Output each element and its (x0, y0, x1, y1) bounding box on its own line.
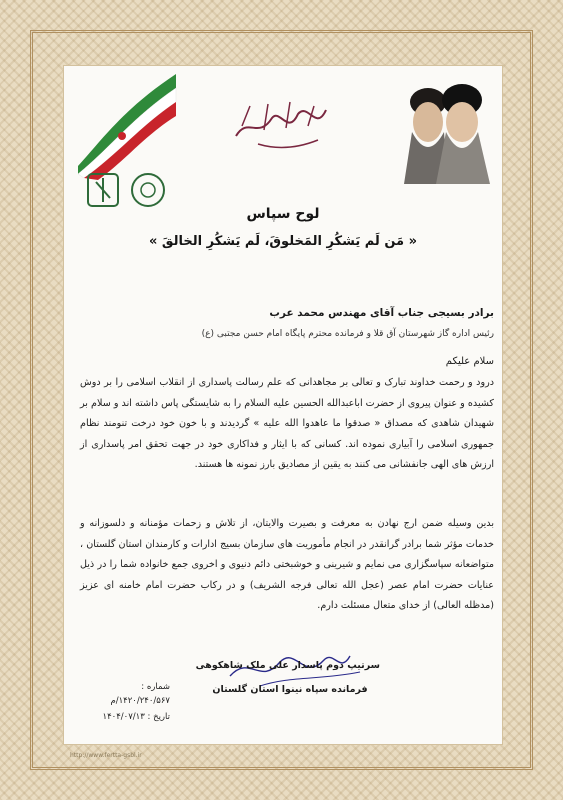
hadith-quote: « مَن لَم یَشکُرِ المَخلوقَ، لَم یَشکُرِ الخالقَ » (148, 234, 418, 249)
letter-number: ۱۴۲۰/۲۴۰/۵۶۷/م (110, 696, 170, 706)
body-paragraph-2: بدین وسیله ضمن ارج نهادن به معرفت و بصیرت والایتان، از تلاش و زحمات مؤمنانه و دلسوزانه و خدمات مؤثر شما برادر گرانقدر در انجام مأموریت های سازمان بسیج ادارات و کارمندان استان گلستان ، متواضعانه سپاسگزاری می نمایم و شیرینی و خوشبختی دائم دنیوی و اخروی جمع خانواده شما را در ذیل عنایات حضرت امام عصر (عجل الله تعالی فرجه الشریف) و در رکاب حضرت امام خامنه ای عزیز (مدظله العالی) از خدای متعال مسئلت دارم. (80, 518, 494, 612)
footer-url: http://www.fertta-gsbl.ir (70, 752, 142, 759)
greeting: سلام علیکم (445, 356, 494, 367)
sepah-emblem-icon (88, 174, 118, 206)
certificate-title: لوح سپاس (246, 206, 320, 222)
iran-flag-icon (72, 70, 182, 180)
body-paragraph-1: درود و رحمت خداوند تبارک و تعالی بر مجاهدانی که علم رسالت پاسداری از انقلاب اسلامی را بر دوش کشیده و عنوان پیروی از حضرت اباعبدالله الحسین علیه السلام را به شایستگی پاس داشته اند و سلام بر شهیدان شاهدی که مصداق « صدقوا ما عاهدوا الله علیه » گردیدند و با خون خود درخت تنومند نظام جمهوری اسلامی را آبیاری نموده اند. کسانی که با ایثار و فداکاری خود در جهت تحقق امر پاسداری از ارزش های الهی جانفشانی می کنند به یقین از مصادیق بارز نمونه ها هستند. (80, 377, 494, 471)
signatory-name: سرتیپ دوم پاسدار علی ملک شاهکوهی (195, 660, 380, 671)
leaders-portrait-image (390, 72, 500, 184)
recipient-position: رئیس اداره گاز شهرستان آق قلا و فرمانده محترم پایگاه امام حسن مجتبی (ع) (201, 329, 494, 339)
recipient-name: برادر بسیجی جناب آقای مهندس محمد عرب (269, 307, 494, 319)
handwritten-signature (195, 646, 380, 706)
number-label: شماره : (141, 682, 170, 692)
signature-block (195, 646, 380, 706)
basmala-calligraphy (228, 96, 332, 152)
letter-date: تاریخ : ۱۴۰۴/۰۷/۱۳ (102, 712, 170, 722)
basij-emblem-icon (132, 174, 164, 206)
signatory-title: فرمانده سپاه نینوا استان گلستان (212, 684, 368, 695)
